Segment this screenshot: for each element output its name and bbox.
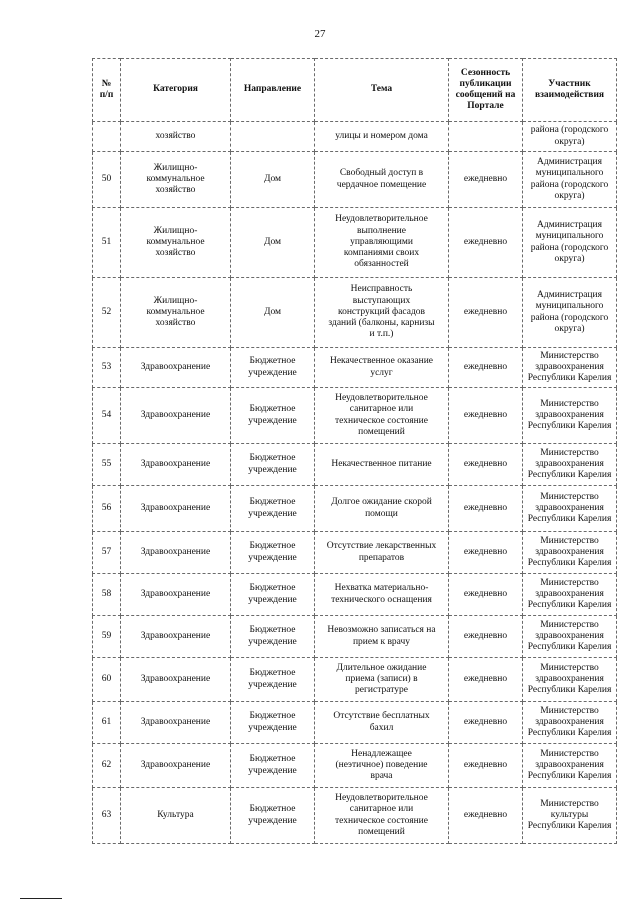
row-topic-text: Отсутствие бесплатных бахил	[333, 711, 430, 733]
row-seasonality	[449, 574, 523, 616]
row-num	[93, 122, 121, 152]
row-category	[121, 702, 231, 744]
row-participant	[523, 348, 617, 388]
table-row	[93, 486, 617, 532]
row-seasonality	[449, 348, 523, 388]
row-category-text: Жилищно- коммунальное хозяйство	[146, 225, 205, 259]
row-num-text: 61	[101, 716, 112, 727]
row-seasonality	[449, 278, 523, 348]
row-seasonality-text: ежедневно	[463, 173, 508, 184]
row-num-text: 59	[101, 630, 112, 641]
row-participant-text: Администрация муниципального района (городского округа)	[530, 290, 609, 334]
row-category-text: Здравоохранение	[140, 673, 211, 684]
row-num-text: 52	[101, 306, 112, 317]
row-category-text: Жилищно- коммунальное хозяйство	[146, 295, 205, 329]
row-topic	[315, 744, 449, 788]
row-num	[93, 658, 121, 702]
row-num-text: 63	[101, 809, 112, 820]
row-direction-text: Бюджетное учреждение	[248, 711, 297, 733]
row-direction-text: Бюджетное учреждение	[248, 497, 297, 519]
row-category-text: Здравоохранение	[140, 458, 211, 469]
row-participant	[523, 444, 617, 486]
row-participant-text: района (городского округа)	[530, 125, 609, 147]
row-category	[121, 122, 231, 152]
row-participant-text: Министерство здравоохранения Республики Карелия	[527, 577, 612, 611]
row-seasonality-text: ежедневно	[463, 502, 508, 513]
row-direction	[231, 486, 315, 532]
row-num-text: 62	[101, 759, 112, 770]
row-seasonality	[449, 208, 523, 278]
row-topic-text: Неудовлетворительное санитарное или техническое состояние помещений	[335, 793, 428, 837]
row-direction	[231, 574, 315, 616]
table-row	[93, 208, 617, 278]
row-direction-text: Бюджетное учреждение	[248, 541, 297, 563]
row-direction	[231, 616, 315, 658]
row-num	[93, 388, 121, 444]
row-category	[121, 278, 231, 348]
header-num: № п/п	[93, 59, 121, 122]
table-row	[93, 348, 617, 388]
row-category	[121, 616, 231, 658]
row-participant	[523, 388, 617, 444]
row-participant	[523, 616, 617, 658]
row-participant-text: Министерство здравоохранения Республики Карелия	[527, 535, 612, 569]
row-category	[121, 388, 231, 444]
row-participant-text: Министерство здравоохранения Республики Карелия	[527, 662, 612, 696]
row-direction-text: Бюджетное учреждение	[248, 625, 297, 647]
row-direction	[231, 444, 315, 486]
row-direction-text: Бюджетное учреждение	[248, 453, 297, 475]
row-num-text: 50	[101, 173, 112, 184]
row-seasonality	[449, 388, 523, 444]
header-topic: Тема	[315, 59, 449, 122]
row-participant	[523, 658, 617, 702]
row-direction	[231, 348, 315, 388]
row-num	[93, 278, 121, 348]
row-category-text: Здравоохранение	[140, 546, 211, 557]
row-participant-text: Министерство культуры Республики Карелия	[527, 798, 612, 832]
row-topic	[315, 788, 449, 844]
row-topic-text: Длительное ожидание приема (записи) в регистратуре	[336, 662, 427, 696]
row-participant	[523, 788, 617, 844]
table-body	[93, 122, 617, 844]
row-seasonality-text: ежедневно	[463, 809, 508, 820]
row-topic-text: Нехватка материально- технического оснащения	[331, 583, 432, 605]
row-topic	[315, 122, 449, 152]
row-seasonality-text: ежедневно	[463, 546, 508, 557]
row-category	[121, 152, 231, 208]
row-category	[121, 348, 231, 388]
row-seasonality-text: ежедневно	[463, 306, 508, 317]
row-direction	[231, 658, 315, 702]
row-participant	[523, 744, 617, 788]
row-topic-text: Некачественное оказание услуг	[329, 356, 434, 378]
row-seasonality-text: ежедневно	[463, 716, 508, 727]
row-num	[93, 486, 121, 532]
row-participant-text: Министерство здравоохранения Республики Карелия	[527, 619, 612, 653]
row-topic	[315, 348, 449, 388]
row-topic	[315, 444, 449, 486]
row-topic	[315, 208, 449, 278]
row-topic	[315, 152, 449, 208]
row-participant-text: Министерство здравоохранения Республики Карелия	[527, 447, 612, 481]
row-category	[121, 658, 231, 702]
row-seasonality	[449, 702, 523, 744]
row-seasonality	[449, 486, 523, 532]
row-category-text: Здравоохранение	[140, 716, 211, 727]
row-seasonality-text: ежедневно	[463, 236, 508, 247]
row-category-text: Здравоохранение	[140, 759, 211, 770]
row-seasonality	[449, 658, 523, 702]
row-num	[93, 702, 121, 744]
row-seasonality-text: ежедневно	[463, 630, 508, 641]
table-row	[93, 152, 617, 208]
row-seasonality-text: ежедневно	[463, 361, 508, 372]
row-topic-text: Ненадлежащее (неэтичное) поведение врача	[335, 748, 428, 782]
row-category-text: Здравоохранение	[140, 361, 211, 372]
row-category	[121, 788, 231, 844]
row-topic-text: Невозможно записаться на прием к врачу	[327, 625, 436, 647]
row-seasonality	[449, 532, 523, 574]
header-participant: Участник взаимодействия	[523, 59, 617, 122]
header-direction: Направление	[231, 59, 315, 122]
row-seasonality-text: ежедневно	[463, 673, 508, 684]
row-num	[93, 788, 121, 844]
row-topic-text: Отсутствие лекарственных препаратов	[326, 541, 437, 563]
row-topic	[315, 388, 449, 444]
row-topic-text: Некачественное питание	[331, 458, 432, 469]
table-row	[93, 658, 617, 702]
row-direction-text: Бюджетное учреждение	[248, 404, 297, 426]
row-num-text: 51	[101, 236, 112, 247]
table-row	[93, 388, 617, 444]
row-direction	[231, 152, 315, 208]
row-participant	[523, 702, 617, 744]
row-participant	[523, 278, 617, 348]
row-topic	[315, 616, 449, 658]
row-participant	[523, 122, 617, 152]
table-row	[93, 616, 617, 658]
row-num	[93, 152, 121, 208]
row-direction	[231, 388, 315, 444]
row-direction	[231, 744, 315, 788]
row-category-text: хозяйство	[155, 130, 196, 141]
table-row	[93, 744, 617, 788]
row-topic-text: Долгое ожидание скорой помощи	[331, 497, 432, 519]
row-participant	[523, 152, 617, 208]
table-row	[93, 702, 617, 744]
row-topic	[315, 574, 449, 616]
row-topic-text: Свободный доступ в чердачное помещение	[336, 168, 427, 190]
row-topic-text: Неудовлетворительное санитарное или техническое состояние помещений	[335, 393, 428, 437]
row-direction	[231, 278, 315, 348]
row-num-text: 53	[101, 361, 112, 372]
row-seasonality-text: ежедневно	[463, 759, 508, 770]
row-participant	[523, 574, 617, 616]
row-category	[121, 574, 231, 616]
row-topic	[315, 486, 449, 532]
row-participant	[523, 486, 617, 532]
row-direction-text: Бюджетное учреждение	[248, 668, 297, 690]
row-participant-text: Министерство здравоохранения Республики Карелия	[527, 350, 612, 384]
row-seasonality	[449, 122, 523, 152]
row-direction	[231, 702, 315, 744]
row-num-text: 55	[101, 458, 112, 469]
row-seasonality	[449, 744, 523, 788]
row-category	[121, 486, 231, 532]
row-category-text: Здравоохранение	[140, 502, 211, 513]
row-participant	[523, 208, 617, 278]
table-row	[93, 444, 617, 486]
row-topic	[315, 278, 449, 348]
row-category	[121, 532, 231, 574]
row-seasonality-text: ежедневно	[463, 588, 508, 599]
row-num-text: 60	[101, 673, 112, 684]
row-seasonality-text: ежедневно	[463, 409, 508, 420]
row-num	[93, 574, 121, 616]
row-num	[93, 744, 121, 788]
table-row	[93, 278, 617, 348]
row-category	[121, 208, 231, 278]
row-direction-text: Бюджетное учреждение	[248, 583, 297, 605]
row-direction-text: Дом	[263, 236, 282, 247]
row-direction-text: Бюджетное учреждение	[248, 754, 297, 776]
row-participant-text: Министерство здравоохранения Республики Карелия	[527, 705, 612, 739]
row-seasonality	[449, 152, 523, 208]
row-direction-text: Бюджетное учреждение	[248, 804, 297, 826]
row-category-text: Здравоохранение	[140, 630, 211, 641]
row-num	[93, 348, 121, 388]
header-seasonality: Сезонность публикации сообщений на Портале	[449, 59, 523, 122]
row-num-text: 54	[101, 409, 112, 420]
row-num	[93, 208, 121, 278]
row-direction-text: Дом	[263, 173, 282, 184]
row-seasonality	[449, 616, 523, 658]
topics-table	[92, 58, 617, 844]
row-direction	[231, 208, 315, 278]
row-participant	[523, 532, 617, 574]
row-seasonality-text: ежедневно	[463, 458, 508, 469]
row-direction	[231, 788, 315, 844]
row-num-text: 57	[101, 546, 112, 557]
table-row	[93, 122, 617, 152]
row-category-text: Здравоохранение	[140, 588, 211, 599]
header-category: Категория	[121, 59, 231, 122]
row-participant-text: Администрация муниципального района (городского округа)	[530, 220, 609, 264]
table-header-row	[93, 59, 617, 122]
row-participant-text: Министерство здравоохранения Республики Карелия	[527, 748, 612, 782]
row-category	[121, 744, 231, 788]
table-row	[93, 532, 617, 574]
row-direction-text: Бюджетное учреждение	[248, 356, 297, 378]
row-topic-text: улицы и номером дома	[335, 130, 428, 141]
row-topic-text: Неудовлетворительное выполнение управляющими компаниями своих обязанностей	[335, 214, 428, 270]
row-seasonality	[449, 444, 523, 486]
row-category	[121, 444, 231, 486]
row-num-text: 58	[101, 588, 112, 599]
row-participant-text: Министерство здравоохранения Республики Карелия	[527, 491, 612, 525]
row-topic	[315, 532, 449, 574]
row-direction	[231, 122, 315, 152]
row-topic	[315, 658, 449, 702]
page-number: 27	[314, 28, 326, 40]
row-topic-text: Неисправность выступающих конструкций фасадов зданий (балконы, карнизы и т.п.)	[328, 284, 435, 340]
row-num	[93, 444, 121, 486]
row-num	[93, 532, 121, 574]
row-participant-text: Администрация муниципального района (городского округа)	[530, 157, 609, 201]
row-seasonality	[449, 788, 523, 844]
row-direction	[231, 532, 315, 574]
row-participant-text: Министерство здравоохранения Республики Карелия	[527, 398, 612, 432]
row-num	[93, 616, 121, 658]
row-num-text: 56	[101, 502, 112, 513]
row-category-text: Здравоохранение	[140, 409, 211, 420]
row-topic	[315, 702, 449, 744]
table-row	[93, 574, 617, 616]
table-row	[93, 788, 617, 844]
footer-rule	[20, 898, 62, 899]
row-direction-text: Дом	[263, 306, 282, 317]
row-category-text: Культура	[157, 809, 194, 820]
row-category-text: Жилищно- коммунальное хозяйство	[146, 162, 205, 196]
